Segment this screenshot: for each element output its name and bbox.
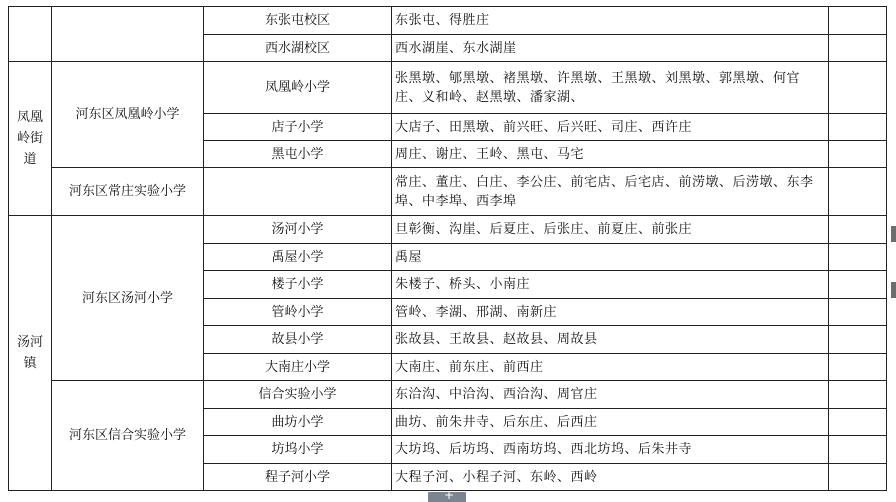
note-cell xyxy=(829,35,887,62)
campus-cell: 故县小学 xyxy=(204,326,392,354)
town-label: 汤河镇 xyxy=(16,335,43,371)
school-cell: 河东区信合实验小学 xyxy=(52,381,204,491)
campus-cell xyxy=(204,168,392,216)
town-label: 凤凰岭街道 xyxy=(16,110,43,167)
villages-cell: 西水湖崖、东水湖崖 xyxy=(392,35,829,62)
note-cell xyxy=(829,244,887,271)
note-cell xyxy=(829,271,887,299)
villages-cell: 周庄、谢庄、王岭、黑屯、马宅 xyxy=(392,141,829,168)
villages-cell: 管岭、李湖、邢湖、南新庄 xyxy=(392,299,829,326)
table-row xyxy=(9,216,887,244)
campus-cell: 黑屯小学 xyxy=(204,141,392,168)
note-cell xyxy=(829,168,887,216)
note-cell xyxy=(829,326,887,354)
table-row xyxy=(9,381,887,409)
villages-cell: 东洽沟、中洽沟、西洽沟、周官庄 xyxy=(392,381,829,409)
school-cell: 河东区常庄实验小学 xyxy=(52,168,204,216)
villages-cell: 常庄、董庄、白庄、李公庄、前宅店、后宅店、前涝墩、后涝墩、东李埠、中李埠、西李埠 xyxy=(392,168,829,216)
villages-cell: 张故县、王故县、赵故县、周故县 xyxy=(392,326,829,354)
town-cell-blank xyxy=(9,7,52,62)
school-cell-blank xyxy=(52,7,204,62)
table-row xyxy=(9,7,887,35)
villages-cell: 大程子河、小程子河、东岭、西岭 xyxy=(392,464,829,491)
note-cell xyxy=(829,7,887,35)
plus-icon: + xyxy=(444,488,455,502)
campus-cell: 西水湖校区 xyxy=(204,35,392,62)
villages-cell: 大南庄、前东庄、前西庄 xyxy=(392,354,829,381)
resize-handle[interactable] xyxy=(891,226,896,242)
villages-cell: 旦彰衡、沟崖、后夏庄、后张庄、前夏庄、前张庄 xyxy=(392,216,829,244)
campus-cell: 信合实验小学 xyxy=(204,381,392,409)
villages-cell: 禹屋 xyxy=(392,244,829,271)
campus-cell: 坊坞小学 xyxy=(204,436,392,464)
note-cell xyxy=(829,62,887,114)
campus-cell: 店子小学 xyxy=(204,114,392,141)
villages-cell: 曲坊、前朱井寺、后东庄、后西庄 xyxy=(392,409,829,436)
villages-cell: 朱楼子、桥头、小南庄 xyxy=(392,271,829,299)
note-cell xyxy=(829,354,887,381)
town-cell xyxy=(9,216,52,491)
note-cell xyxy=(829,436,887,464)
note-cell xyxy=(829,381,887,409)
school-district-table xyxy=(8,6,887,491)
resize-handle[interactable] xyxy=(891,282,896,298)
campus-cell: 楼子小学 xyxy=(204,271,392,299)
note-cell xyxy=(829,114,887,141)
note-cell xyxy=(829,141,887,168)
villages-cell: 大店子、田黑墩、前兴旺、后兴旺、司庄、西许庄 xyxy=(392,114,829,141)
town-cell xyxy=(9,62,52,216)
villages-cell: 东张屯、得胜庄 xyxy=(392,7,829,35)
campus-cell: 大南庄小学 xyxy=(204,354,392,381)
campus-cell: 程子河小学 xyxy=(204,464,392,491)
campus-cell: 东张屯校区 xyxy=(204,7,392,35)
campus-cell: 曲坊小学 xyxy=(204,409,392,436)
villages-cell: 大坊坞、后坊坞、西南坊坞、西北坊坞、后朱井寺 xyxy=(392,436,829,464)
note-cell xyxy=(829,299,887,326)
note-cell xyxy=(829,464,887,491)
campus-cell: 管岭小学 xyxy=(204,299,392,326)
add-row-tab[interactable] xyxy=(428,488,466,502)
campus-cell: 汤河小学 xyxy=(204,216,392,244)
table-row xyxy=(9,62,887,114)
note-cell xyxy=(829,216,887,244)
table-row xyxy=(9,168,887,216)
campus-cell: 禹屋小学 xyxy=(204,244,392,271)
campus-cell: 凤凰岭小学 xyxy=(204,62,392,114)
note-cell xyxy=(829,409,887,436)
school-cell: 河东区凤凰岭小学 xyxy=(52,62,204,168)
villages-cell: 张黑墩、郇黑墩、褚黑墩、许黑墩、王黑墩、刘黑墩、郭黑墩、何官庄、义和岭、赵黑墩、潘家湖、 xyxy=(392,62,829,114)
school-cell: 河东区汤河小学 xyxy=(52,216,204,381)
